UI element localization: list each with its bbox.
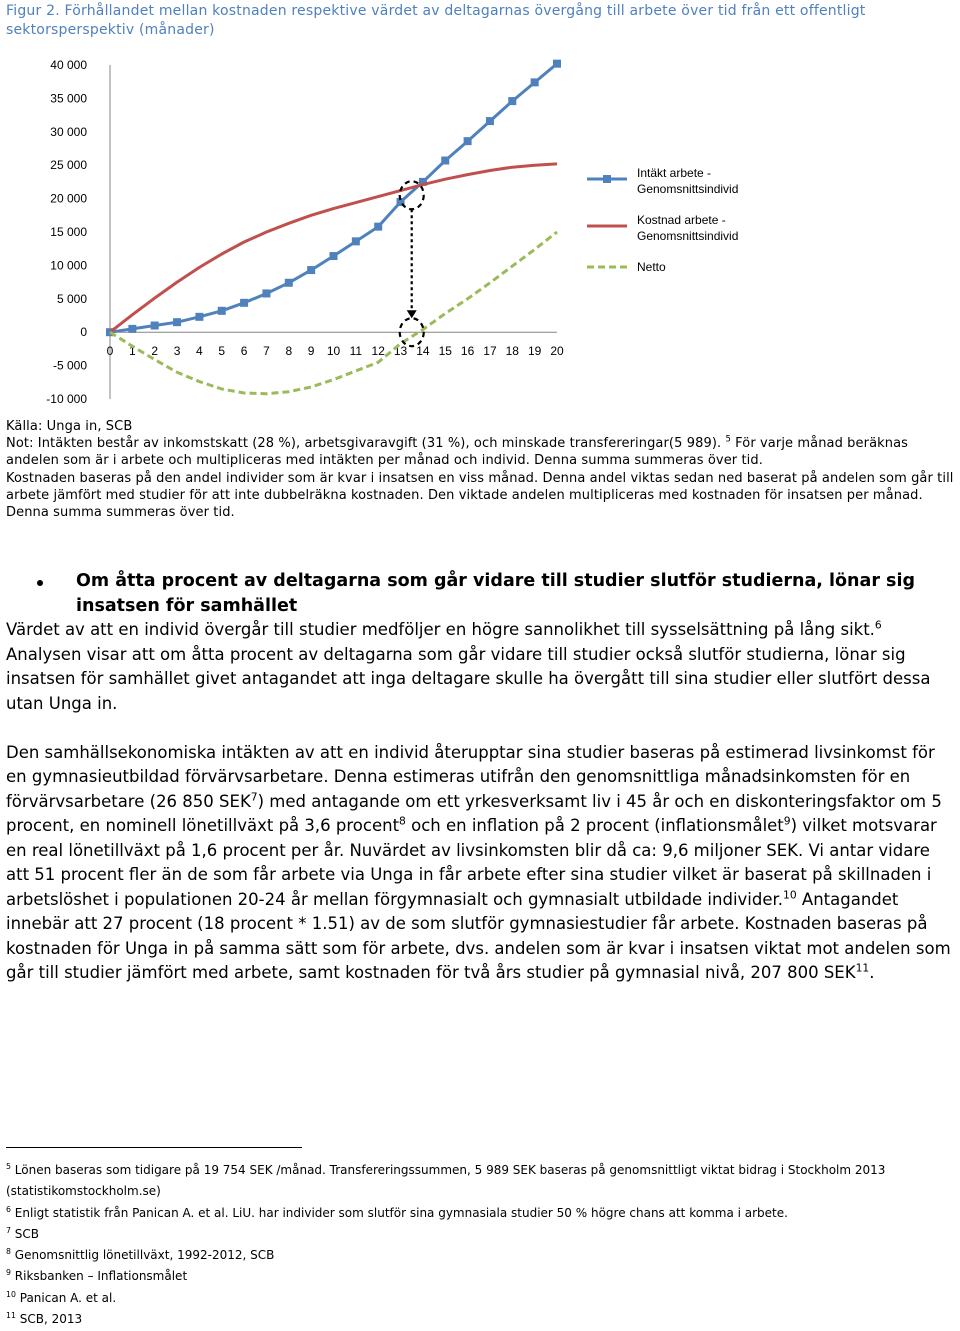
footnote-6 — [6, 1203, 956, 1224]
note-text: Not: Intäkten består av inkomstskatt (28 %), arbetsgivaravgift (31 %), och minskade transfereringar(5 989). — [6, 436, 722, 452]
x-tick-label: 5 — [218, 344, 226, 359]
footnote-ref: 5 — [725, 433, 731, 444]
x-tick-label: 2 — [151, 344, 159, 359]
footnote-number: 11 — [6, 1311, 16, 1321]
figure-caption: Figur 2. Förhållandet mellan kostnaden respektive värdet av deltagarnas övergång till arbete över tid från ett offentligt sektorsperspektiv (månader) — [6, 3, 866, 38]
series-point-1 — [352, 237, 360, 245]
note-paragraph — [6, 435, 956, 469]
footnote-ref-9: 9 — [783, 814, 791, 828]
series-point-1 — [218, 307, 226, 315]
series-point-1 — [262, 289, 270, 297]
annotation-arrow-head — [407, 310, 417, 318]
x-tick-label: 8 — [285, 344, 293, 359]
series-point-1 — [173, 318, 181, 326]
paragraph-1 — [6, 618, 956, 716]
note-text-rest: För varje månad beräknas andelen som är i arbete och multipliceras med intäkten per månad och individ. Denna summa summeras över tid. — [6, 436, 909, 469]
legend-marker-1 — [603, 175, 611, 183]
series-point-1 — [464, 137, 472, 145]
y-tick-label: -5 000 — [52, 358, 87, 373]
y-tick-label: -10 000 — [46, 392, 87, 406]
y-tick-label: 10 000 — [50, 258, 87, 273]
p1-text-a: Värdet av att en individ övergår till studier medföljer en högre sannolikhet till sysselsättning på lång sikt. — [6, 620, 875, 639]
series-line-2 — [110, 164, 557, 332]
x-tick-label: 0 — [106, 344, 114, 359]
footnote-text: SCB, 2013 — [19, 1312, 83, 1327]
series-point-1 — [531, 78, 539, 86]
p2-text-b: ) med antagande om ett yrkesverksamt liv i 45 år och en diskonteringsfaktor om 5 procent, en nominell lönetillväxt på 3,6 procent — [6, 791, 942, 835]
y-tick-label: 30 000 — [50, 124, 87, 139]
x-tick-label: 16 — [460, 344, 475, 359]
footnote-number: 7 — [6, 1225, 11, 1235]
x-tick-label: 3 — [173, 344, 181, 359]
bullet-icon — [37, 580, 43, 586]
x-tick-label: 13 — [393, 344, 408, 359]
section-heading: Om åtta procent av deltagarna som går vidare till studier slutför studierna, lönar sig insatsen för samhället — [76, 571, 915, 616]
footnote-5 — [6, 1160, 956, 1203]
footnote-7 — [6, 1224, 956, 1245]
series-point-1 — [486, 117, 494, 125]
y-tick-label: 35 000 — [50, 91, 87, 106]
x-tick-label: 18 — [505, 344, 519, 359]
y-tick-label: 40 000 — [50, 58, 87, 72]
p2-text-e: Antagandet innebär att 27 procent (18 procent * 1.51) av de som slutför gymnasiestudier får arbete. Kostnaden baseras på kostnaden för Unga in på samma sätt som för arbete, dvs. andelen som är kvar i insatsen viktat mot andelen som går till studier jämfört med arbete, samt kostnaden för två års studier på gymnasial nivå, 207 800 SEK — [6, 889, 951, 982]
x-tick-label: 6 — [240, 344, 248, 359]
x-tick-label: 1 — [129, 344, 136, 359]
footnote-text: Panican A. et al. — [19, 1290, 117, 1305]
x-tick-label: 9 — [307, 344, 315, 359]
footnote-number: 9 — [6, 1268, 11, 1278]
footnote-ref-6: 6 — [874, 618, 882, 632]
footnote-10 — [6, 1288, 956, 1309]
p1-text-b: Analysen visar att om åtta procent av deltagarna som går vidare till studier också slutför studierna, lönar sig insatsen för samhället givet antagandet att inga deltagare skulle ha övergått till sina studier eller slutfört dessa utan Unga in. — [6, 644, 931, 713]
x-tick-label: 15 — [438, 344, 452, 359]
series-point-1 — [151, 322, 159, 330]
footnote-text: Lönen baseras som tidigare på 19 754 SEK /månad. Transfereringssummen, 5 989 SEK baseras på genomsnittligt viktat bidrag i Stockholm 2013 (statistikomstockholm.se) — [6, 1163, 886, 1199]
y-tick-label: 15 000 — [50, 225, 87, 239]
footnote-8 — [6, 1245, 956, 1266]
series-point-1 — [441, 157, 449, 165]
y-tick-label: 20 000 — [50, 191, 87, 206]
x-tick-label: 14 — [416, 344, 430, 359]
series-point-1 — [307, 266, 315, 274]
paragraph-2 — [6, 741, 956, 986]
series-point-1 — [285, 279, 293, 287]
p2-text-c: och en inflation på 2 procent (inflationsmålet — [405, 816, 784, 835]
footnote-number: 5 — [6, 1162, 11, 1171]
series-point-1 — [330, 252, 338, 260]
y-tick-label: 0 — [80, 325, 87, 340]
series-point-1 — [508, 97, 516, 105]
footnote-number: 8 — [6, 1247, 11, 1257]
footnote-text: SCB — [14, 1226, 40, 1241]
x-tick-label: 19 — [527, 344, 542, 359]
x-tick-label: 11 — [349, 344, 363, 359]
x-tick-label: 7 — [263, 344, 270, 359]
footnote-number: 6 — [6, 1204, 11, 1214]
x-tick-label: 10 — [326, 344, 341, 359]
line-chart — [0, 50, 960, 410]
source-line: Källa: Unga in, SCB — [6, 419, 133, 434]
legend-label-2: Kostnad arbete -Genomsnittsindivid — [637, 213, 739, 243]
figure-notes — [6, 418, 956, 521]
legend-label-1: Intäkt arbete -Genomsnittsindivid — [637, 166, 739, 196]
section-heading-row — [6, 569, 956, 618]
footnotes — [6, 1160, 956, 1330]
x-tick-label: 4 — [196, 344, 203, 359]
footnote-ref-8: 8 — [399, 814, 406, 828]
series-point-1 — [374, 223, 382, 231]
y-tick-label: 5 000 — [56, 291, 87, 306]
x-tick-label: 12 — [371, 344, 385, 359]
footnote-text: Genomsnittlig lönetillväxt, 1992-2012, SCB — [14, 1248, 275, 1263]
p2-text-d: ) vilket motsvarar en real lönetillväxt på 1,6 procent per år. Nuvärdet av livsinkomsten blir då ca: 9,6 miljoner SEK. Vi antar vidare att 51 procent fler än de som får arbete via Unga in får arbete efter sina studier vilket är baserat på skillnaden i arbetslöshet i populationen 20-24 år mellan förgymnasialt och gymnasialt utbildade individer. — [6, 816, 937, 909]
x-tick-label: 20 — [550, 344, 564, 359]
p2-text-f: . — [869, 963, 875, 982]
series-line-1 — [110, 64, 557, 333]
footnote-ref-7: 7 — [250, 790, 258, 803]
footnote-ref-11: 11 — [855, 961, 870, 975]
p2-text-a: Den samhällsekonomiska intäkten av att en individ återupptar sina studier baseras på estimerad livsinkomst för en gymnasieutbildad förvärvsarbetare. Denna estimeras utifrån den genomsnittliga månadsinkomsten för en förvärvsarbetare (26 850 SEK — [6, 742, 935, 811]
note-cost: Kostnaden baseras på den andel individer som är kvar i insatsen en viss månad. Denna andel viktas sedan ned baserat på andelen som går till arbete jämfört med studier för att inte dubbelräkna kostnaden. Den viktade andelen multipliceras med kostnaden för insatsen per månad. Denna summa summeras över tid. — [6, 470, 954, 521]
y-tick-label: 25 000 — [50, 158, 87, 173]
footnote-text: Riksbanken – Inflationsmålet — [14, 1269, 188, 1284]
series-point-1 — [240, 299, 248, 307]
series-point-1 — [128, 325, 136, 333]
footnote-ref-10: 10 — [783, 888, 797, 901]
footnote-number: 10 — [6, 1289, 16, 1299]
footnote-divider — [6, 1147, 302, 1148]
section — [6, 569, 956, 986]
legend-label-3: Netto — [637, 260, 666, 274]
series-point-1 — [195, 313, 203, 321]
footnote-9 — [6, 1266, 956, 1287]
x-tick-label: 17 — [483, 344, 497, 359]
footnote-text: Enligt statistik från Panican A. et al. LiU. har individer som slutför sina gymnasiala studier 50 % högre chans att komma i arbete. — [14, 1205, 788, 1220]
footnote-11 — [6, 1309, 956, 1330]
series-point-1 — [553, 60, 561, 68]
